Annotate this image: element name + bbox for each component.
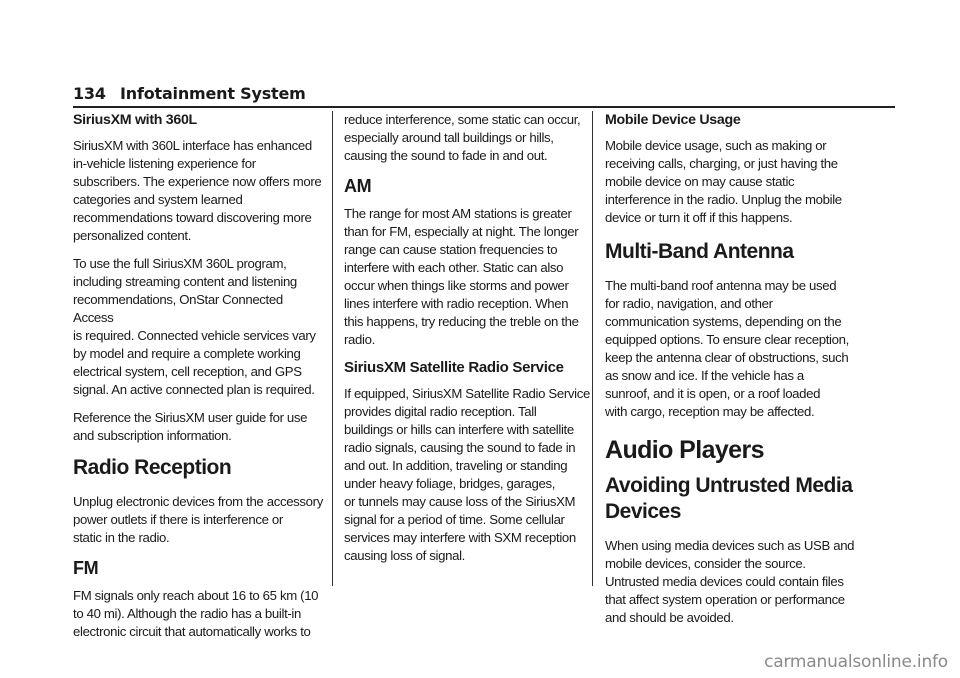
satellite-radio-heading: SiriusXM Satellite Radio Service — [344, 359, 564, 376]
page-number: 134 — [73, 84, 106, 103]
column-divider-1 — [332, 111, 333, 586]
fm-heading: FM — [73, 558, 99, 578]
mobile-device-usage-heading: Mobile Device Usage — [605, 112, 741, 128]
column-1 — [73, 111, 325, 651]
fm-paragraph: FM signals only reach about 16 to 65 km (10 to 40 mi). Although the radio has a built-in electronic circuit that automatically works to — [73, 588, 319, 639]
fm-paragraph-continued: reduce interference, some static can occur, especially around tall buildings or hills, causing the sound to fade in and out. — [344, 112, 581, 163]
radio-reception-heading: Radio Reception — [73, 456, 232, 479]
siriusxm-360l-paragraph-3: Reference the SiriusXM user guide for use and subscription information. — [73, 410, 308, 443]
radio-reception-paragraph: Unplug electronic devices from the accessory power outlets if there is interference or static in the radio. — [73, 494, 323, 545]
siriusxm-360l-paragraph-1: SiriusXM with 360L interface has enhanced in-vehicle listening experience for subscribers. The experience now offers more categories and system learned recommendations toward discovering more personalized content. — [73, 138, 322, 243]
am-paragraph: The range for most AM stations is greater than for FM, especially at night. The longer range can cause station frequencies to interfere with each other. Static can also occur when things like storms and power lines interfere with radio reception. When this happens, try reducing the treble on the radio. — [344, 206, 579, 347]
untrusted-media-paragraph: When using media devices such as USB and mobile devices, consider the source. Untrusted media devices could contain files that affect system operation or performance and should be avoided. — [605, 538, 855, 625]
satellite-radio-paragraph: If equipped, SiriusXM Satellite Radio Service provides digital radio reception. Tall buildings or hills can interfere with satellite radio signals, causing the sound to fade in and out. In addition, traveling or standing under heavy foliage, bridges, garages, or tunnels may cause loss of the SiriusXM signal for a period of time. Some cellular services may interfere with SXM reception causing loss of signal. — [344, 386, 590, 563]
section-title: Infotainment System — [120, 84, 306, 103]
audio-players-heading: Audio Players — [605, 436, 764, 464]
multi-band-antenna-paragraph: The multi-band roof antenna may be used for radio, navigation, and other communication systems, depending on the equipped options. To ensure clear reception, keep the antenna clear of obstructions, such as snow and ice. If the vehicle has a sunroof, and it is open, or a roof loaded with cargo, reception may be affected. — [605, 278, 849, 419]
siriusxm-360l-heading: SiriusXM with 360L — [73, 112, 197, 128]
column-3 — [605, 111, 860, 637]
mobile-device-usage-paragraph: Mobile device usage, such as making or receiving calls, charging, or just having the mobile device on may cause static interference in the radio. Unplug the mobile device or turn it off if this happens. — [605, 138, 842, 225]
siriusxm-360l-paragraph-2: To use the full SiriusXM 360L program, including streaming content and listening recommendations, OnStar Connected Access is required. Connected vehicle services vary by model and require a complete working electrical system, cell reception, and GPS signal. An active connected plan is required. — [73, 256, 316, 397]
column-2 — [344, 111, 596, 575]
am-heading: AM — [344, 176, 372, 196]
page-header — [73, 84, 895, 108]
untrusted-media-heading: Avoiding Untrusted Media Devices — [605, 474, 853, 523]
multi-band-antenna-heading: Multi-Band Antenna — [605, 240, 794, 263]
watermark: carmanualsonline.info — [764, 652, 948, 672]
